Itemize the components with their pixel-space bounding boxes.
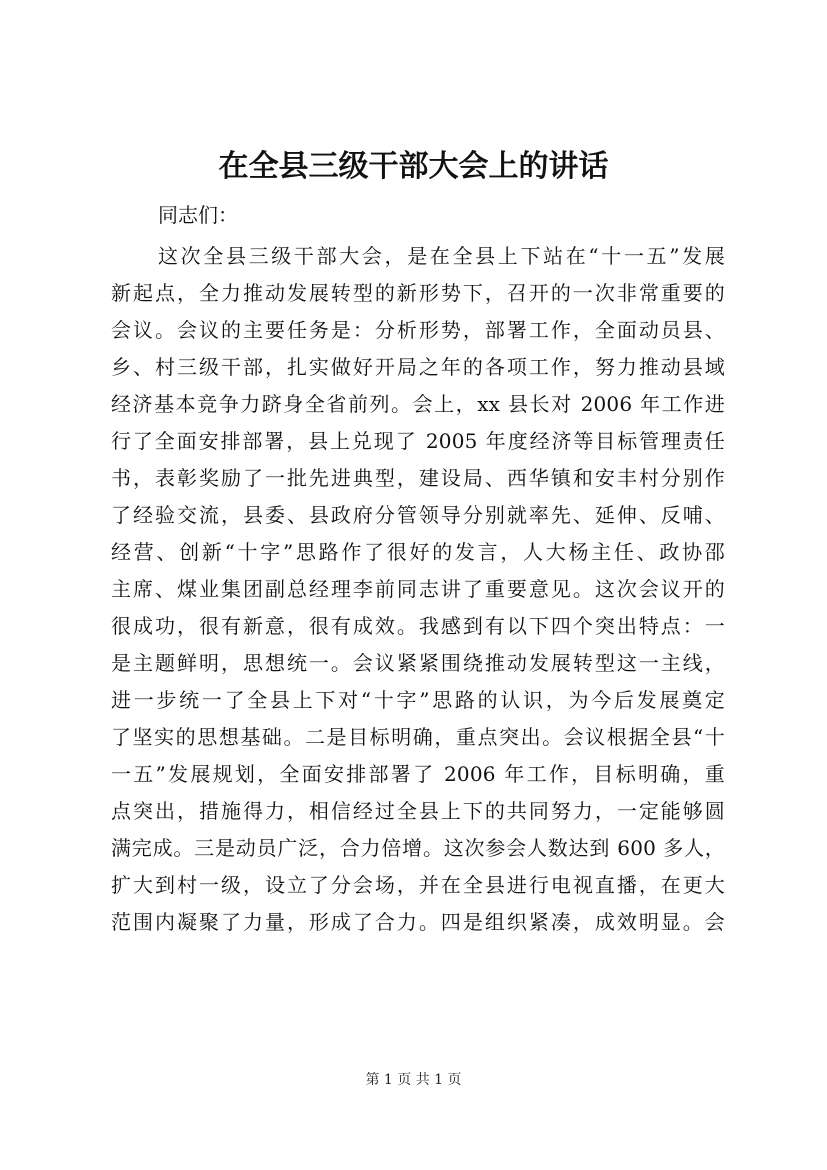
body-line: 经营、创新“十字”思路作了很好的发言，人大杨主任、政协邵: [111, 540, 725, 564]
body-line: 书，表彰奖励了一批先进典型，建设局、西华镇和安丰村分别作: [111, 466, 725, 490]
body-line: 是主题鲜明，思想统一。会议紧紧围绕推动发展转型这一主线，: [111, 651, 725, 675]
body-text: [111, 238, 725, 941]
body-line: 进一步统一了全县上下对“十字”思路的认识，为今后发展奠定: [111, 688, 725, 712]
document-title: 在全县三级干部大会上的讲话: [218, 149, 609, 184]
body-line: 经济基本竞争力跻身全省前列。会上，xx 县长对 2006 年工作进: [111, 392, 725, 416]
body-line: 了经验交流，县委、县政府分管领导分别就率先、延伸、反哺、: [111, 503, 725, 527]
body-line: 满完成。三是动员广泛，合力倍增。这次参会人数达到 600 多人，: [111, 836, 725, 860]
body-line: 范围内凝聚了力量，形成了合力。四是组织紧凑，成效明显。会: [111, 910, 725, 934]
body-line: 会议。会议的主要任务是：分析形势，部署工作，全面动员县、: [111, 318, 725, 342]
body-line: 新起点，全力推动发展转型的新形势下，召开的一次非常重要的: [111, 281, 725, 305]
body-line: 很成功，很有新意，很有成效。我感到有以下四个突出特点：一: [111, 614, 725, 638]
body-line: 一五”发展规划，全面安排部署了 2006 年工作，目标明确，重: [111, 762, 725, 786]
salutation: 同志们：: [158, 203, 238, 227]
body-line: 点突出，措施得力，相信经过全县上下的共同努力，一定能够圆: [111, 799, 725, 823]
body-line: 乡、村三级干部，扎实做好开局之年的各项工作，努力推动县域: [111, 355, 725, 379]
body-line: 主席、煤业集团副总经理李前同志讲了重要意见。这次会议开的: [111, 577, 725, 601]
body-line: 这次全县三级干部大会，是在全县上下站在“十一五”发展: [158, 244, 725, 268]
body-line: 扩大到村一级，设立了分会场，并在全县进行电视直播，在更大: [111, 873, 725, 897]
body-line: 行了全面安排部署，县上兑现了 2005 年度经济等目标管理责任: [111, 429, 725, 453]
page-footer: 第 1 页 共 1 页: [365, 1072, 462, 1088]
body-line: 了坚实的思想基础。二是目标明确，重点突出。会议根据全县“十: [111, 725, 725, 749]
